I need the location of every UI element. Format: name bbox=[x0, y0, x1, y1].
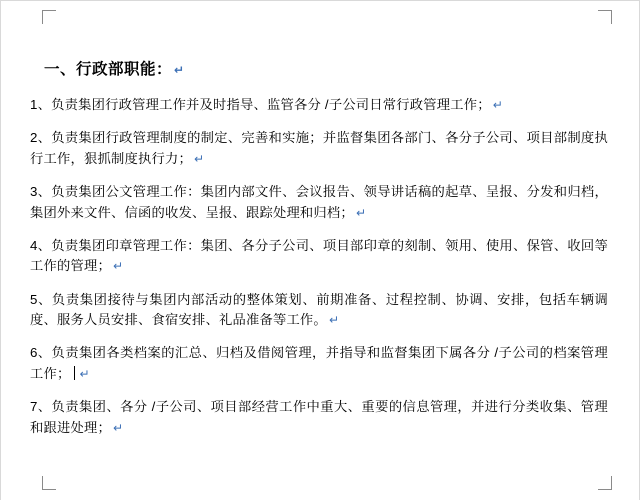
paragraph-3 bbox=[30, 182, 608, 223]
paragraph-text: 3、负责集团公文管理工作：集团内部文件、会议报告、领导讲话稿的起草、呈报、分发和归档，集团外来文件、信函的收发、呈报、跟踪处理和归档； bbox=[30, 184, 608, 220]
document-heading bbox=[44, 58, 608, 81]
pilcrow-icon: ↵ bbox=[492, 98, 504, 113]
pilcrow-icon: ↵ bbox=[174, 63, 185, 77]
paragraph-4 bbox=[30, 236, 608, 277]
margin-mark-bottom-right-icon bbox=[598, 476, 612, 490]
paragraph-6 bbox=[30, 343, 608, 384]
paragraph-text: 1、负责集团行政管理工作并及时指导、监管各分 /子公司日常行政管理工作； bbox=[30, 97, 491, 113]
paragraph-text: 2、负责集团行政管理制度的制定、完善和实施；并监督集团各部门、各分子公司、项目部制度执行工作，狠抓制度执行力； bbox=[30, 130, 608, 166]
paragraph-1 bbox=[30, 95, 608, 116]
document-body[interactable] bbox=[30, 58, 608, 438]
pilcrow-icon: ↵ bbox=[355, 205, 367, 220]
margin-mark-bottom-left-icon bbox=[42, 476, 56, 490]
pilcrow-icon: ↵ bbox=[193, 151, 205, 166]
pilcrow-icon: ↵ bbox=[328, 313, 340, 328]
margin-mark-top-left-icon bbox=[42, 10, 56, 24]
pilcrow-icon: ↵ bbox=[112, 420, 124, 435]
text-cursor bbox=[74, 366, 75, 380]
heading-text: 一、行政部职能： bbox=[44, 61, 173, 78]
page-border-top bbox=[0, 0, 640, 1]
paragraph-text: 7、负责集团、各分 /子公司、项目部经营工作中重大、重要的信息管理，并进行分类收集、管理和跟进处理； bbox=[30, 398, 608, 435]
paragraph-7 bbox=[30, 397, 608, 438]
paragraph-text: 6、负责集团各类档案的汇总、归档及借阅管理，并指导和监督集团下属各分 /子公司的档案管理工作； bbox=[30, 345, 608, 381]
paragraph-text: 5、负责集团接待与集团内部活动的整体策划、前期准备、过程控制、协调、安排，包括车辆调度、服务人员安排、食宿安排、礼品准备等工作。 bbox=[30, 291, 608, 328]
margin-mark-top-right-icon bbox=[598, 10, 612, 24]
paragraph-text: 4、负责集团印章管理工作：集团、各分子公司、项目部印章的刻制、领用、使用、保管、收回等工作的管理； bbox=[30, 237, 608, 274]
pilcrow-icon: ↵ bbox=[112, 259, 124, 274]
paragraph-5 bbox=[30, 290, 608, 331]
page-border-left bbox=[0, 0, 1, 500]
paragraph-2 bbox=[30, 128, 608, 169]
pilcrow-icon: ↵ bbox=[79, 366, 90, 381]
